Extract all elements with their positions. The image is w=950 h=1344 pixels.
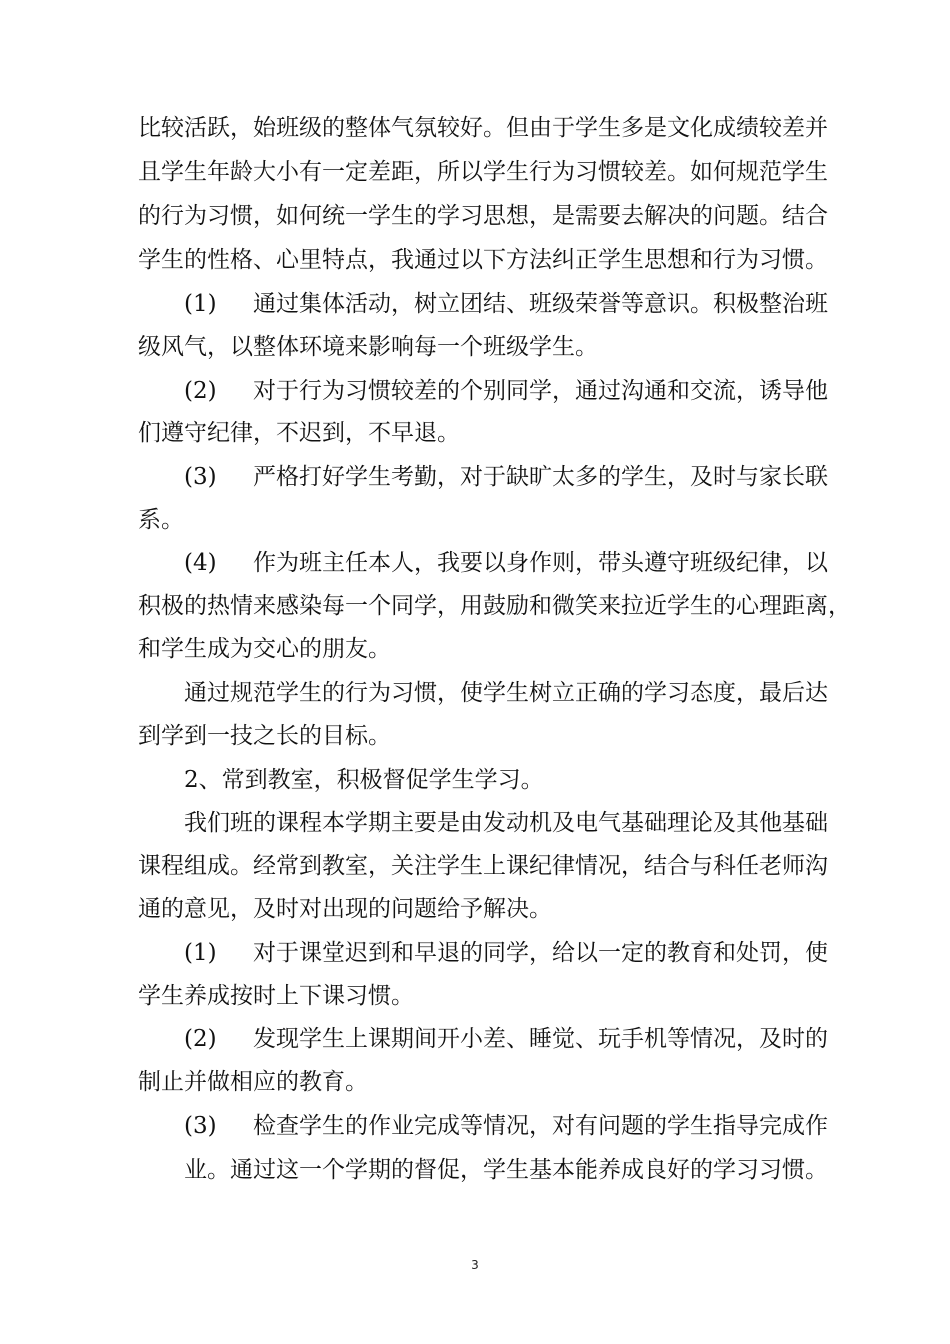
line-text: 学生养成按时上下课习惯。 (138, 983, 414, 1009)
text-line (0, 889, 950, 929)
text-line (0, 327, 950, 367)
text-line (0, 500, 950, 540)
text-line (0, 240, 950, 280)
list-marker: (2) (184, 1026, 217, 1052)
text-line (0, 196, 950, 236)
text-line (0, 673, 950, 713)
text-line (0, 1062, 950, 1102)
text-line (0, 629, 950, 669)
line-text: 对于行为习惯较差的个别同学，通过沟通和交流，诱导他 (253, 378, 828, 404)
line-text: 比较活跃，始班级的整体气氛较好。但由于学生多是文化成绩较差并 (138, 115, 828, 141)
line-text: 严格打好学生考勤，对于缺旷太多的学生，及时与家长联 (253, 464, 828, 490)
text-line (0, 846, 950, 886)
list-marker: (2) (184, 378, 217, 404)
list-item-line (0, 933, 950, 973)
text-line (0, 152, 950, 192)
line-text: 通过集体活动，树立团结、班级荣誉等意识。积极整治班 (253, 291, 828, 317)
line-text: 们遵守纪律，不迟到，不早退。 (138, 420, 460, 446)
text-line (0, 976, 950, 1016)
line-text: 课程组成。经常到教室，关注学生上课纪律情况，结合与科任老师沟 (138, 853, 828, 879)
list-item-line (0, 543, 950, 583)
list-marker: (3) (184, 464, 217, 490)
text-line (0, 803, 950, 843)
line-text: 级风气，以整体环境来影响每一个班级学生。 (138, 334, 598, 360)
list-item-line (0, 284, 950, 324)
list-item-line (0, 457, 950, 497)
line-text: 且学生年龄大小有一定差距，所以学生行为习惯较差。如何规范学生 (138, 159, 828, 185)
text-line (0, 413, 950, 453)
text-line (0, 1150, 950, 1190)
list-marker: (1) (184, 291, 217, 317)
line-text: 学生的性格、心里特点，我通过以下方法纠正学生思想和行为习惯。 (138, 247, 828, 273)
line-text: 2、常到教室，积极督促学生学习。 (184, 767, 544, 793)
line-text: 作为班主任本人，我要以身作则，带头遵守班级纪律，以 (253, 550, 828, 576)
text-line (0, 586, 950, 626)
list-marker: (4) (184, 550, 217, 576)
line-text: 积极的热情来感染每一个同学，用鼓励和微笑来拉近学生的心理距离， (138, 593, 851, 619)
text-line (0, 760, 950, 800)
line-text: 对于课堂迟到和早退的同学，给以一定的教育和处罚，使 (253, 940, 828, 966)
line-text: 系。 (138, 507, 184, 533)
list-item-line (0, 1019, 950, 1059)
line-text: 发现学生上课期间开小差、睡觉、玩手机等情况，及时的 (253, 1026, 828, 1052)
line-text: 业。通过这一个学期的督促，学生基本能养成良好的学习习惯。 (184, 1157, 828, 1183)
line-text: 通的意见，及时对出现的问题给予解决。 (138, 896, 552, 922)
list-marker: (3) (184, 1113, 217, 1139)
list-item-line (0, 1106, 950, 1146)
line-text: 的行为习惯，如何统一学生的学习思想，是需要去解决的问题。结合 (138, 203, 828, 229)
line-text: 通过规范学生的行为习惯，使学生树立正确的学习态度，最后达 (184, 680, 828, 706)
page-number: 3 (471, 1258, 479, 1272)
line-text: 我们班的课程本学期主要是由发动机及电气基础理论及其他基础 (184, 810, 828, 836)
line-text: 检查学生的作业完成等情况，对有问题的学生指导完成作 (253, 1113, 828, 1139)
line-text: 和学生成为交心的朋友。 (138, 636, 391, 662)
text-line (0, 716, 950, 756)
list-item-line (0, 371, 950, 411)
line-text: 制止并做相应的教育。 (138, 1069, 368, 1095)
list-marker: (1) (184, 940, 217, 966)
line-text: 到学到一技之长的目标。 (138, 723, 391, 749)
text-line (0, 108, 950, 148)
